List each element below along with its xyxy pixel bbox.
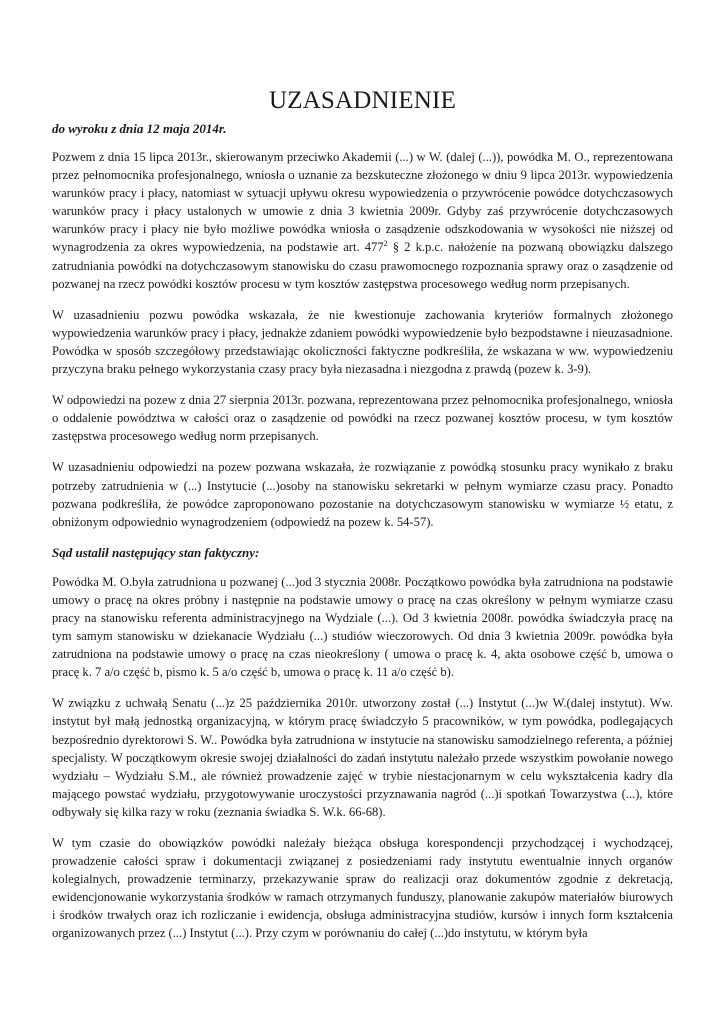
paragraph-finding: Powódka M. O.była zatrudniona u pozwanej (...)od 3 stycznia 2008r. Początkowo powódka była zatrudniona na podstawie umowy o pracę na okres próbny i następnie na podstawie umowy o pracę na czas określony w pełnym wymiarze czasu pracy na stanowisku referenta administracyjnego na Wydziale (...). Od 3 kwietnia 2008r. powódka świadczyła pracę na tym samym stanowisku w dziekanacie Wydziału (...) studiów wieczorowych. Od dnia 3 kwietnia 2009r. powódka była zatrudniona na podstawie umowy o pracę na czas nieokreślony ( umowa o pracę k. 4, akta osobowe część b, umowa o pracę k. 7 a/o część b, pismo k. 5 a/o część b, umowa o pracę k. 11 a/o część b). [52, 574, 673, 680]
paragraph-response: W odpowiedzi na pozew z dnia 27 sierpnia 2013r. pozwana, reprezentowana przez pełnomocnika profesjonalnego, wniosła o oddalenie powództwa w całości oraz o zasądzenie od powódki na rzecz pozwanej kosztów procesu, w tym kosztów zastępstwa procesowego według norm przepisanych. [52, 393, 673, 444]
document-title: UZASADNIENIE [268, 87, 457, 114]
paragraph-claim-text: Pozwem z dnia 15 lipca 2013r., skierowanym przeciwko Akademii (...) w W. (dalej (...)), powódka M. O., reprezentowana przez pełnomocnika profesjonalnego, wniosła o uznanie za bezskuteczne złożonego w dniu 9 lipca 2013r. wypowiedzenia warunków pracy i płacy, natomiast w sytuacji upływu okresu wypowiedzenia o przywrócenie powódce dotychczasowych warunków pracy i płacy ustalonych w umowie z dnia 3 kwietnia 2009r. Gdyby zaś przywrócenie dotychczasowych warunków pracy i płacy nie było możliwe powódka wniosła o zasądzenie odszkodowania w wysokości nie niższej od wynagrodzenia za okres wypowiedzenia, na podstawie art. 477 [52, 150, 673, 255]
document-subtitle: do wyroku z dnia 12 maja 2014r. [52, 121, 227, 136]
paragraph-claim-text-cont: § 2 k.p.c. nałożenie na pozwaną obowiązku dalszego zatrudniania powódki na dotychczasowym stanowisku do czasu prawomocnego rozpoznania sprawy oraz o zasądzenie od pozwanej na rzecz powódki kosztów procesu w tym kosztów zastępstwa procesowego według norm przepisanych. [52, 240, 673, 291]
superscript: 2 [383, 239, 388, 249]
paragraph-claim [52, 148, 673, 293]
paragraph-response-justification: W uzasadnieniu odpowiedzi na pozew pozwana wskazała, że rozwiązanie z powódką stosunku pracy wynikało z braku potrzeby zatrudnienia w (...) Instytucie (...)osoby na stanowisku sekretarki w pełnym wymiarze czasu pracy. Ponadto pozwana podkreśliła, że powódce zaproponowano pozostanie na dotychczasowym stanowisku w wymiarze ½ etatu, z obniżonym odpowiednio wynagrodzeniem (odpowiedź na pozew k. 54-57). [52, 460, 673, 529]
paragraph-justification: W uzasadnieniu pozwu powódka wskazała, że nie kwestionuje zachowania kryteriów formalnych złożonego wypowiedzenia warunków pracy i płacy, jednakże zdaniem powódki wypowiedzenie było bezpodstawne i nieuzasadnione. Powódka w sposób szczegółowy przedstawiając okoliczności faktyczne podkreśliła, że wskazana w ww. wypowiedzeniu przyczyna braku pełnego wykorzystania czasy pracy była niezasadna i niezgodna z prawdą (pozew k. 3-9). [52, 307, 673, 377]
section-heading: Sąd ustalił następujący stan faktyczny: [52, 544, 260, 560]
paragraph-finding: W związku z uchwałą Senatu (...)z 25 października 2010r. utworzony został (...) Instytut (...)w W.(dalej instytut). Ww. instytut był małą jednostką organizacyjną, w którym pracę świadczyło 5 pracowników, w tym powódka, podlegających bezpośrednio dyrektorowi S. W.. Powódka była zatrudniona w instytucie na stanowisku samodzielnego referenta, a później specjalisty. W początkowym okresie swojej działalności do zadań instytutu należało przede wszystkim powołanie nowego wydziału – Wydziału S.M., ale również prowadzenie zajęć w trybie niestacjonarnym w celu wykształcenia kadry dla mającego powstać wydziału, przygotowywanie uroczystości przyznawania nagród (...)i spotkań Towarzystwa (...), które odbywały się kilka razy w roku (zeznania świadka S. W.k. 66-68). [52, 696, 673, 819]
paragraph-finding: W tym czasie do obowiązków powódki należały bieżąca obsługa korespondencji przychodzącej i wychodzącej, prowadzenie całości spraw i dokumentacji związanej z posiedzeniami rady instytutu ewentualnie innych organów kolegialnych, prowadzenie terminarzy, przekazywanie spraw do realizacji oraz dokumentów zgodnie z dekretacją, ewidencjonowanie wykorzystania środków w ramach otrzymanych funduszy, planowanie zakupów materiałów biurowych i środków trwałych oraz ich rozliczanie i ewidencja, obsługa administracyjna studiów, kursów i innych form kształcenia organizowanych przez (...) Instytut (...). Przy czym w porównaniu do całej (...)do instytutu, w którym była [52, 836, 673, 941]
document-body [52, 148, 673, 956]
